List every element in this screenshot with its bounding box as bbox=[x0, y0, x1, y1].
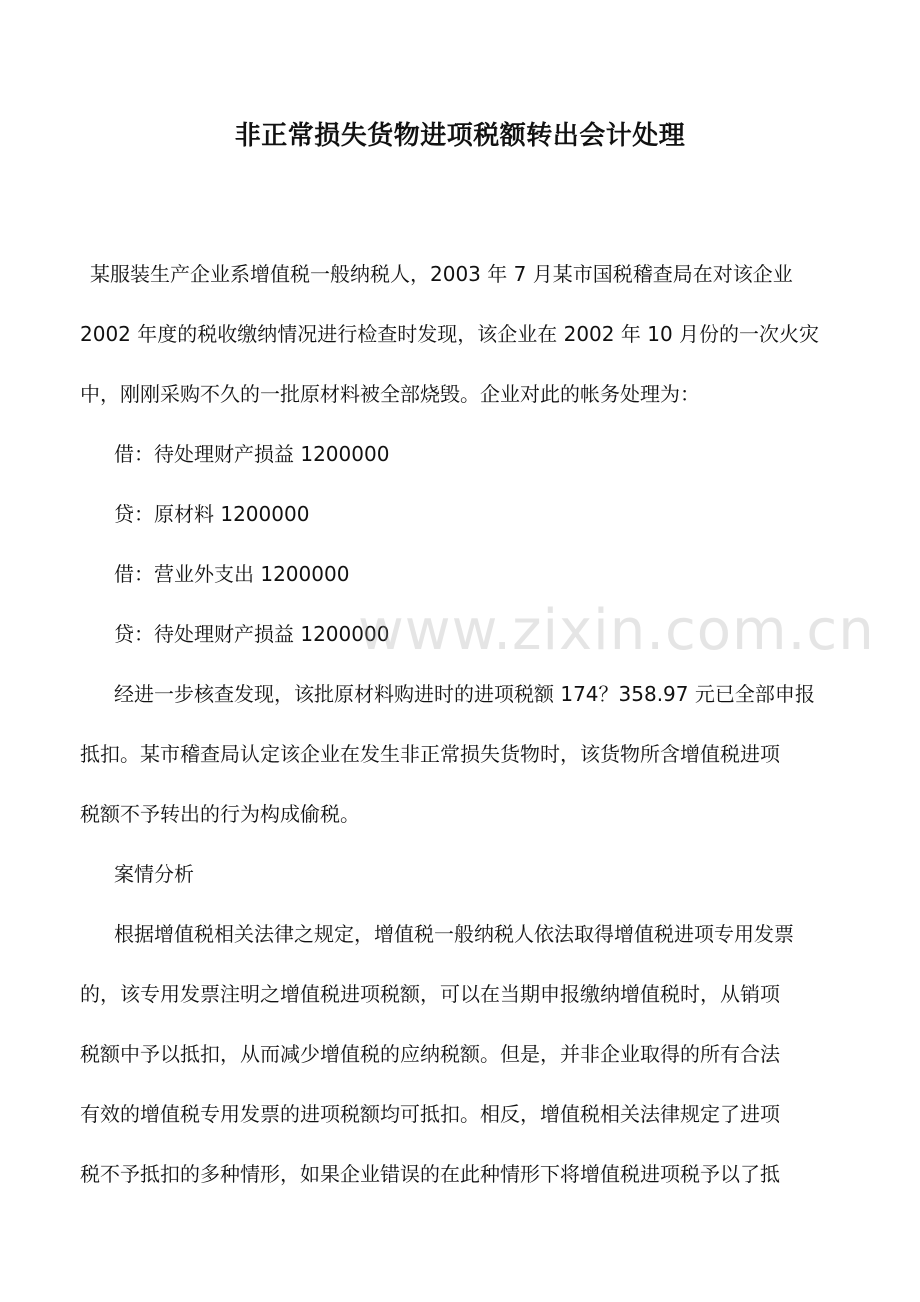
paragraph-line: 根据增值税相关法律之规定，增值税一般纳税人依法取得增值税进项专用发票 bbox=[114, 922, 794, 946]
journal-entry-debit: 借：营业外支出 1200000 bbox=[114, 562, 350, 586]
paragraph-line: 2002 年度的税收缴纳情况进行检查时发现，该企业在 2002 年 10 月份的一次火灾 bbox=[80, 322, 820, 346]
paragraph-line: 某服装生产企业系增值税一般纳税人，2003 年 7 月某市国税稽查局在对该企业 bbox=[90, 262, 793, 286]
journal-entry-credit: 贷：待处理财产损益 1200000 bbox=[114, 622, 390, 646]
journal-entry-credit: 贷：原材料 1200000 bbox=[114, 502, 310, 526]
paragraph-line: 税不予抵扣的多种情形，如果企业错误的在此种情形下将增值税进项税予以了抵 bbox=[80, 1162, 780, 1186]
paragraph-line: 的，该专用发票注明之增值税进项税额，可以在当期申报缴纳增值税时，从销项 bbox=[80, 982, 780, 1006]
journal-entry-debit: 借：待处理财产损益 1200000 bbox=[114, 442, 390, 466]
section-heading: 案情分析 bbox=[114, 862, 194, 886]
paragraph-line: 税额中予以抵扣，从而减少增值税的应纳税额。但是，并非企业取得的所有合法 bbox=[80, 1042, 780, 1066]
paragraph-line: 有效的增值税专用发票的进项税额均可抵扣。相反，增值税相关法律规定了进项 bbox=[80, 1102, 780, 1126]
watermark: www.zixin.com.cn bbox=[358, 598, 875, 663]
paragraph-line: 经进一步核查发现，该批原材料购进时的进项税额 174？358.97 元已全部申报 bbox=[114, 682, 815, 706]
paragraph-line: 中，刚刚采购不久的一批原材料被全部烧毁。企业对此的帐务处理为： bbox=[80, 382, 700, 406]
paragraph-line: 税额不予转出的行为构成偷税。 bbox=[80, 802, 360, 826]
paragraph-line: 抵扣。某市稽查局认定该企业在发生非正常损失货物时，该货物所含增值税进项 bbox=[80, 742, 780, 766]
document-title: 非正常损失货物进项税额转出会计处理 bbox=[234, 121, 686, 151]
